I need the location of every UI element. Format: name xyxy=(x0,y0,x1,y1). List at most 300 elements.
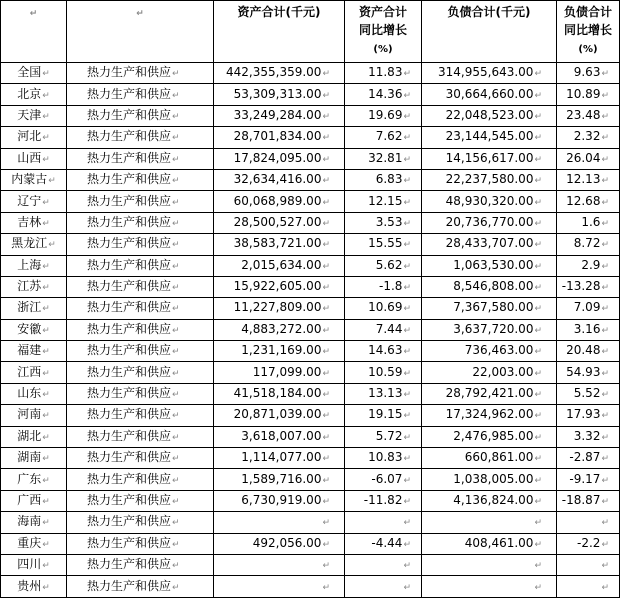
liabilities-cell: 7,367,580.00↵ xyxy=(422,298,557,319)
assets-cell: 442,355,359.00↵ xyxy=(214,63,345,84)
header-liabilities-growth: 负债合计 同比增长 (%) xyxy=(557,1,620,63)
paragraph-mark: ↵ xyxy=(42,90,50,101)
paragraph-mark: ↵ xyxy=(42,69,50,80)
paragraph-mark: ↵ xyxy=(601,197,609,208)
paragraph-mark: ↵ xyxy=(172,304,180,315)
table-row xyxy=(1,298,620,319)
industry-cell: 热力生产和供应↵ xyxy=(67,148,214,169)
paragraph-mark: ↵ xyxy=(403,325,411,336)
table-row xyxy=(1,512,620,533)
paragraph-mark: ↵ xyxy=(172,176,180,187)
assets-growth-cell: 32.81↵ xyxy=(345,148,422,169)
liabilities-growth-cell xyxy=(557,512,620,533)
table-row xyxy=(1,469,620,490)
liabilities-cell: 660,861.00↵ xyxy=(422,448,557,469)
industry-cell: 热力生产和供应↵ xyxy=(67,191,214,212)
paragraph-mark: ↵ xyxy=(322,240,330,251)
paragraph-mark: ↵ xyxy=(403,347,411,358)
industry-cell: 热力生产和供应↵ xyxy=(67,490,214,511)
paragraph-mark: ↵ xyxy=(322,539,330,550)
paragraph-mark: ↵ xyxy=(322,347,330,358)
assets-growth-cell xyxy=(345,576,422,597)
region-cell: 黑龙江↵ xyxy=(1,234,67,255)
liabilities-cell xyxy=(422,512,557,533)
liabilities-growth-cell: 12.13↵ xyxy=(557,169,620,190)
paragraph-mark: ↵ xyxy=(403,497,411,507)
paragraph-mark: ↵ xyxy=(403,411,411,422)
paragraph-mark: ↵ xyxy=(601,176,609,187)
paragraph-mark: ↵ xyxy=(534,475,542,486)
paragraph-mark: ↵ xyxy=(534,561,542,572)
industry-cell: 热力生产和供应↵ xyxy=(67,383,214,404)
paragraph-mark: ↵ xyxy=(403,133,411,144)
paragraph-mark: ↵ xyxy=(322,111,330,122)
region-cell: 广西↵ xyxy=(1,490,67,511)
paragraph-mark: ↵ xyxy=(172,411,180,422)
region-cell: 广东↵ xyxy=(1,469,67,490)
paragraph-mark: ↵ xyxy=(172,582,180,593)
paragraph-mark: ↵ xyxy=(42,283,50,294)
assets-cell xyxy=(214,554,345,575)
paragraph-mark: ↵ xyxy=(42,261,50,272)
table-row xyxy=(1,63,620,84)
paragraph-mark: ↵ xyxy=(322,518,330,529)
assets-growth-cell: 19.69↵ xyxy=(345,105,422,126)
liabilities-growth-cell: 20.48↵ xyxy=(557,341,620,362)
liabilities-growth-cell: -18.87↵ xyxy=(557,490,620,511)
region-cell: 河北↵ xyxy=(1,127,67,148)
assets-growth-cell: 15.55↵ xyxy=(345,234,422,255)
liabilities-growth-cell: -2.2↵ xyxy=(557,533,620,554)
industry-cell: 热力生产和供应↵ xyxy=(67,127,214,148)
paragraph-mark: ↵ xyxy=(601,304,609,315)
liabilities-growth-cell: -9.17↵ xyxy=(557,469,620,490)
assets-growth-cell: 5.72↵ xyxy=(345,426,422,447)
industry-cell: 热力生产和供应↵ xyxy=(67,169,214,190)
paragraph-mark: ↵ xyxy=(534,90,542,101)
paragraph-mark: ↵ xyxy=(601,518,609,529)
paragraph-mark: ↵ xyxy=(42,432,50,443)
assets-cell: 60,068,989.00↵ xyxy=(214,191,345,212)
region-cell: 贵州↵ xyxy=(1,576,67,597)
header-assets: 资产合计(千元) xyxy=(214,1,345,63)
paragraph-mark: ↵ xyxy=(601,261,609,272)
paragraph-mark: ↵ xyxy=(601,561,609,572)
liabilities-cell: 1,038,005.00↵ xyxy=(422,469,557,490)
assets-cell: 33,249,284.00↵ xyxy=(214,105,345,126)
assets-cell: 2,015,634.00↵ xyxy=(214,255,345,276)
region-cell: 湖北↵ xyxy=(1,426,67,447)
paragraph-mark: ↵ xyxy=(534,454,542,465)
liabilities-cell: 20,736,770.00↵ xyxy=(422,212,557,233)
liabilities-growth-cell: 23.48↵ xyxy=(557,105,620,126)
assets-growth-cell: -1.8↵ xyxy=(345,276,422,297)
paragraph-mark: ↵ xyxy=(534,368,542,379)
paragraph-mark: ↵ xyxy=(601,390,609,401)
paragraph-mark: ↵ xyxy=(172,197,180,208)
paragraph-mark: ↵ xyxy=(403,582,411,593)
paragraph-mark: ↵ xyxy=(42,304,50,315)
table-row xyxy=(1,84,620,105)
paragraph-mark: ↵ xyxy=(601,325,609,336)
paragraph-mark: ↵ xyxy=(601,411,609,422)
paragraph-mark: ↵ xyxy=(172,154,180,165)
paragraph-mark: ↵ xyxy=(403,432,411,443)
header-assets-growth: 资产合计 同比增长 (%) xyxy=(345,1,422,63)
paragraph-mark: ↵ xyxy=(322,197,330,208)
liabilities-cell: 4,136,824.00↵ xyxy=(422,490,557,511)
paragraph-mark: ↵ xyxy=(534,582,542,593)
paragraph-mark: ↵ xyxy=(172,518,180,529)
industry-cell: 热力生产和供应↵ xyxy=(67,576,214,597)
paragraph-mark: ↵ xyxy=(322,432,330,443)
assets-growth-cell: 7.44↵ xyxy=(345,319,422,340)
paragraph-mark: ↵ xyxy=(172,390,180,401)
paragraph-mark: ↵ xyxy=(42,347,50,358)
region-cell: 内蒙古↵ xyxy=(1,169,67,190)
liabilities-growth-cell: 8.72↵ xyxy=(557,234,620,255)
paragraph-mark: ↵ xyxy=(601,133,609,144)
paragraph-mark: ↵ xyxy=(322,304,330,315)
assets-growth-cell: -4.44↵ xyxy=(345,533,422,554)
paragraph-mark: ↵ xyxy=(172,90,180,101)
paragraph-mark: ↵ xyxy=(534,325,542,336)
assets-growth-cell xyxy=(345,554,422,575)
paragraph-mark: ↵ xyxy=(42,111,50,122)
paragraph-mark: ↵ xyxy=(322,283,330,294)
table-body xyxy=(1,63,620,598)
region-cell: 吉林↵ xyxy=(1,212,67,233)
region-cell: 浙江↵ xyxy=(1,298,67,319)
paragraph-mark: ↵ xyxy=(601,218,609,229)
industry-cell: 热力生产和供应↵ xyxy=(67,63,214,84)
table-row xyxy=(1,319,620,340)
liabilities-growth-cell: 17.93↵ xyxy=(557,405,620,426)
paragraph-mark: ↵ xyxy=(322,90,330,101)
table-row xyxy=(1,576,620,597)
paragraph-mark: ↵ xyxy=(322,133,330,144)
paragraph-mark: ↵ xyxy=(42,539,50,550)
paragraph-mark: ↵ xyxy=(322,261,330,272)
region-cell: 山东↵ xyxy=(1,383,67,404)
assets-growth-cell xyxy=(345,512,422,533)
paragraph-mark: ↵ xyxy=(172,497,180,507)
table-row xyxy=(1,533,620,554)
liabilities-cell: 22,237,580.00↵ xyxy=(422,169,557,190)
paragraph-mark: ↵ xyxy=(534,197,542,208)
paragraph-mark: ↵ xyxy=(601,69,609,80)
liabilities-growth-cell: 26.04↵ xyxy=(557,148,620,169)
liabilities-cell: 14,156,617.00↵ xyxy=(422,148,557,169)
liabilities-growth-cell: 7.09↵ xyxy=(557,298,620,319)
paragraph-mark: ↵ xyxy=(601,475,609,486)
industry-cell: 热力生产和供应↵ xyxy=(67,448,214,469)
assets-cell xyxy=(214,576,345,597)
assets-cell: 20,871,039.00↵ xyxy=(214,405,345,426)
table-row xyxy=(1,276,620,297)
assets-cell: 3,618,007.00↵ xyxy=(214,426,345,447)
paragraph-mark: ↵ xyxy=(601,582,609,593)
paragraph-mark: ↵ xyxy=(172,240,180,251)
paragraph-mark: ↵ xyxy=(322,454,330,465)
assets-growth-cell: 10.83↵ xyxy=(345,448,422,469)
industry-cell: 热力生产和供应↵ xyxy=(67,212,214,233)
paragraph-mark: ↵ xyxy=(403,475,411,486)
assets-cell: 492,056.00↵ xyxy=(214,533,345,554)
paragraph-mark: ↵ xyxy=(322,475,330,486)
liabilities-cell: 314,955,643.00↵ xyxy=(422,63,557,84)
assets-cell: 28,701,834.00↵ xyxy=(214,127,345,148)
paragraph-mark: ↵ xyxy=(601,154,609,165)
region-cell: 山西↵ xyxy=(1,148,67,169)
table-row xyxy=(1,426,620,447)
paragraph-mark: ↵ xyxy=(322,368,330,379)
table-row xyxy=(1,405,620,426)
table-row xyxy=(1,148,620,169)
paragraph-mark: ↵ xyxy=(42,475,50,486)
paragraph-mark: ↵ xyxy=(534,497,542,507)
industry-cell: 热力生产和供应↵ xyxy=(67,469,214,490)
region-cell: 天津↵ xyxy=(1,105,67,126)
paragraph-mark: ↵ xyxy=(403,261,411,272)
paragraph-mark: ↵ xyxy=(322,325,330,336)
industry-cell: 热力生产和供应↵ xyxy=(67,319,214,340)
assets-cell: 1,114,077.00↵ xyxy=(214,448,345,469)
paragraph-mark: ↵ xyxy=(601,90,609,101)
industry-cell: 热力生产和供应↵ xyxy=(67,554,214,575)
industry-cell: 热力生产和供应↵ xyxy=(67,84,214,105)
paragraph-mark: ↵ xyxy=(403,69,411,80)
liabilities-cell xyxy=(422,576,557,597)
liabilities-cell: 48,930,320.00↵ xyxy=(422,191,557,212)
paragraph-mark: ↵ xyxy=(534,283,542,294)
industry-cell: 热力生产和供应↵ xyxy=(67,276,214,297)
paragraph-mark: ↵ xyxy=(172,561,180,572)
table-row xyxy=(1,255,620,276)
header-industry: ↵ xyxy=(67,1,214,63)
liabilities-growth-cell: 2.32↵ xyxy=(557,127,620,148)
industry-cell: 热力生产和供应↵ xyxy=(67,405,214,426)
paragraph-mark: ↵ xyxy=(534,133,542,144)
assets-growth-cell: 3.53↵ xyxy=(345,212,422,233)
paragraph-mark: ↵ xyxy=(403,368,411,379)
paragraph-mark: ↵ xyxy=(172,325,180,336)
liabilities-growth-cell: 2.9↵ xyxy=(557,255,620,276)
header-liabilities: 负债合计(千元) xyxy=(422,1,557,63)
paragraph-mark: ↵ xyxy=(172,261,180,272)
paragraph-mark: ↵ xyxy=(172,133,180,144)
region-cell: 四川↵ xyxy=(1,554,67,575)
paragraph-mark: ↵ xyxy=(534,176,542,187)
liabilities-growth-cell: 3.16↵ xyxy=(557,319,620,340)
paragraph-mark: ↵ xyxy=(534,304,542,315)
paragraph-mark: ↵ xyxy=(601,539,609,550)
paragraph-mark: ↵ xyxy=(172,69,180,80)
paragraph-mark: ↵ xyxy=(42,133,50,144)
paragraph-mark: ↵ xyxy=(42,154,50,165)
assets-growth-cell: 11.83↵ xyxy=(345,63,422,84)
table-row xyxy=(1,127,620,148)
header-region: ↵ xyxy=(1,1,67,63)
paragraph-mark: ↵ xyxy=(534,218,542,229)
liabilities-cell: 22,048,523.00↵ xyxy=(422,105,557,126)
paragraph-mark: ↵ xyxy=(172,283,180,294)
liabilities-cell: 3,637,720.00↵ xyxy=(422,319,557,340)
table-row xyxy=(1,234,620,255)
paragraph-mark: ↵ xyxy=(403,218,411,229)
paragraph-mark: ↵ xyxy=(42,390,50,401)
paragraph-mark: ↵ xyxy=(172,218,180,229)
paragraph-mark: ↵ xyxy=(42,218,50,229)
liabilities-growth-cell: 1.6↵ xyxy=(557,212,620,233)
industry-cell: 热力生产和供应↵ xyxy=(67,362,214,383)
paragraph-mark: ↵ xyxy=(42,518,50,529)
region-cell: 全国↵ xyxy=(1,63,67,84)
paragraph-mark: ↵ xyxy=(534,411,542,422)
liabilities-growth-cell: -2.87↵ xyxy=(557,448,620,469)
liabilities-cell: 8,546,808.00↵ xyxy=(422,276,557,297)
paragraph-mark: ↵ xyxy=(534,154,542,165)
table-row xyxy=(1,169,620,190)
liabilities-growth-cell xyxy=(557,576,620,597)
paragraph-mark: ↵ xyxy=(534,69,542,80)
assets-cell: 15,922,605.00↵ xyxy=(214,276,345,297)
liabilities-cell: 30,664,660.00↵ xyxy=(422,84,557,105)
assets-growth-cell: 10.69↵ xyxy=(345,298,422,319)
table-row xyxy=(1,490,620,511)
paragraph-mark: ↵ xyxy=(322,218,330,229)
paragraph-mark: ↵ xyxy=(534,111,542,122)
liabilities-cell: 17,324,962.00↵ xyxy=(422,405,557,426)
table-row xyxy=(1,448,620,469)
table-row xyxy=(1,212,620,233)
paragraph-mark: ↵ xyxy=(403,90,411,101)
liabilities-growth-cell: 54.93↵ xyxy=(557,362,620,383)
paragraph-mark: ↵ xyxy=(322,69,330,80)
industry-cell: 热力生产和供应↵ xyxy=(67,426,214,447)
assets-cell: 41,518,184.00↵ xyxy=(214,383,345,404)
paragraph-mark: ↵ xyxy=(403,197,411,208)
region-cell: 福建↵ xyxy=(1,341,67,362)
assets-cell xyxy=(214,512,345,533)
liabilities-cell: 2,476,985.00↵ xyxy=(422,426,557,447)
paragraph-mark: ↵ xyxy=(534,432,542,443)
paragraph-mark: ↵ xyxy=(322,411,330,422)
table-row xyxy=(1,554,620,575)
paragraph-mark: ↵ xyxy=(534,539,542,550)
assets-growth-cell: 13.13↵ xyxy=(345,383,422,404)
liabilities-cell: 28,433,707.00↵ xyxy=(422,234,557,255)
paragraph-mark: ↵ xyxy=(403,154,411,165)
industry-cell: 热力生产和供应↵ xyxy=(67,105,214,126)
assets-growth-cell: 19.15↵ xyxy=(345,405,422,426)
region-cell: 上海↵ xyxy=(1,255,67,276)
assets-cell: 38,583,721.00↵ xyxy=(214,234,345,255)
paragraph-mark: ↵ xyxy=(42,197,50,208)
liabilities-cell: 408,461.00↵ xyxy=(422,533,557,554)
paragraph-mark: ↵ xyxy=(322,561,330,572)
assets-growth-cell: 14.36↵ xyxy=(345,84,422,105)
industry-cell: 热力生产和供应↵ xyxy=(67,298,214,319)
region-cell: 湖南↵ xyxy=(1,448,67,469)
liabilities-growth-cell: 12.68↵ xyxy=(557,191,620,212)
table-row xyxy=(1,105,620,126)
assets-cell: 28,500,527.00↵ xyxy=(214,212,345,233)
paragraph-mark: ↵ xyxy=(172,347,180,358)
paragraph-mark: ↵ xyxy=(601,283,609,294)
paragraph-mark: ↵ xyxy=(42,497,50,507)
industry-cell: 热力生产和供应↵ xyxy=(67,512,214,533)
liabilities-growth-cell: -13.28↵ xyxy=(557,276,620,297)
liabilities-cell: 28,792,421.00↵ xyxy=(422,383,557,404)
paragraph-mark: ↵ xyxy=(534,518,542,529)
paragraph-mark: ↵ xyxy=(48,176,56,187)
table-row xyxy=(1,191,620,212)
paragraph-mark: ↵ xyxy=(601,497,609,507)
paragraph-mark: ↵ xyxy=(322,390,330,401)
industry-cell: 热力生产和供应↵ xyxy=(67,341,214,362)
region-cell: 江西↵ xyxy=(1,362,67,383)
industry-cell: 热力生产和供应↵ xyxy=(67,533,214,554)
paragraph-mark: ↵ xyxy=(172,111,180,122)
table-row xyxy=(1,383,620,404)
assets-cell: 4,883,272.00↵ xyxy=(214,319,345,340)
paragraph-mark: ↵ xyxy=(172,475,180,486)
paragraph-mark: ↵ xyxy=(601,347,609,358)
paragraph-mark: ↵ xyxy=(42,368,50,379)
paragraph-mark: ↵ xyxy=(534,240,542,251)
paragraph-mark: ↵ xyxy=(322,154,330,165)
paragraph-mark: ↵ xyxy=(601,240,609,251)
assets-growth-cell: -6.07↵ xyxy=(345,469,422,490)
paragraph-mark: ↵ xyxy=(601,432,609,443)
assets-cell: 117,099.00↵ xyxy=(214,362,345,383)
paragraph-mark: ↵ xyxy=(403,283,411,294)
region-cell: 海南↵ xyxy=(1,512,67,533)
paragraph-mark: ↵ xyxy=(42,411,50,422)
paragraph-mark: ↵ xyxy=(601,111,609,122)
assets-cell: 32,634,416.00↵ xyxy=(214,169,345,190)
paragraph-mark: ↵ xyxy=(172,539,180,550)
assets-growth-cell: -11.82↵ xyxy=(345,490,422,511)
paragraph-mark: ↵ xyxy=(322,582,330,593)
paragraph-mark: ↵ xyxy=(403,561,411,572)
paragraph-mark: ↵ xyxy=(534,390,542,401)
assets-cell: 11,227,809.00↵ xyxy=(214,298,345,319)
paragraph-mark: ↵ xyxy=(42,561,50,572)
assets-growth-cell: 12.15↵ xyxy=(345,191,422,212)
liabilities-growth-cell: 5.52↵ xyxy=(557,383,620,404)
liabilities-growth-cell xyxy=(557,554,620,575)
paragraph-mark: ↵ xyxy=(403,111,411,122)
liabilities-cell: 736,463.00↵ xyxy=(422,341,557,362)
paragraph-mark: ↵ xyxy=(172,368,180,379)
paragraph-mark: ↵ xyxy=(322,497,330,507)
paragraph-mark: ↵ xyxy=(601,368,609,379)
assets-growth-cell: 5.62↵ xyxy=(345,255,422,276)
assets-cell: 1,589,716.00↵ xyxy=(214,469,345,490)
paragraph-mark: ↵ xyxy=(601,454,609,465)
region-cell: 江苏↵ xyxy=(1,276,67,297)
assets-growth-cell: 10.59↵ xyxy=(345,362,422,383)
liabilities-growth-cell: 3.32↵ xyxy=(557,426,620,447)
region-cell: 辽宁↵ xyxy=(1,191,67,212)
header-row xyxy=(1,1,620,63)
paragraph-mark: ↵ xyxy=(48,240,56,251)
liabilities-cell: 23,144,545.00↵ xyxy=(422,127,557,148)
industry-cell: 热力生产和供应↵ xyxy=(67,255,214,276)
assets-cell: 1,231,169.00↵ xyxy=(214,341,345,362)
